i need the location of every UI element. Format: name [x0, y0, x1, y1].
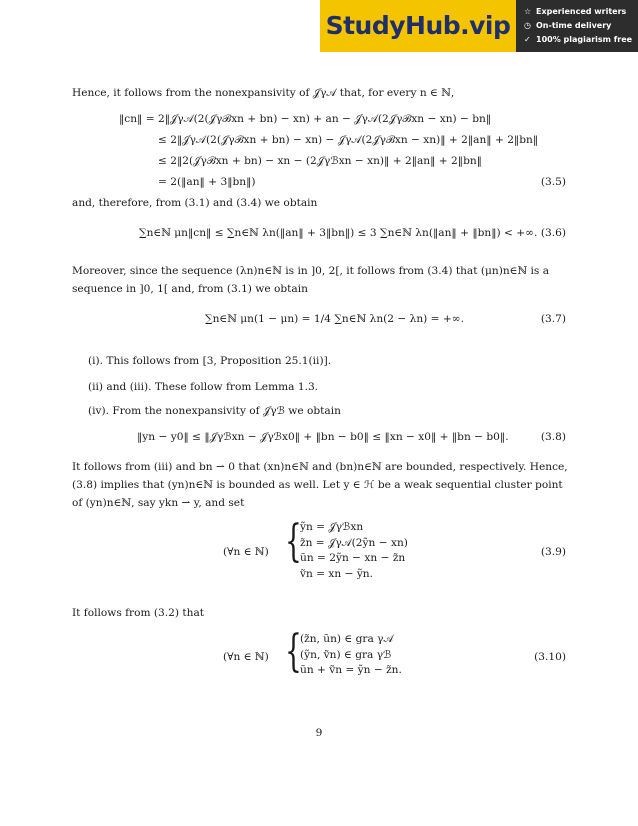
feature-item: ✓ 100% plagiarism free [524, 33, 632, 47]
equation-number: (3.9) [540, 546, 566, 558]
paragraph-follows: It follows from (3.2) that [72, 607, 205, 619]
feature-item: ☆ Experienced writers [524, 5, 632, 19]
equation-number: (3.10) [534, 651, 566, 663]
item-ii-iii: (ii) and (iii). These follow from Lemma 1.3. [88, 381, 319, 393]
paragraph-bounded-line-1: It follows from (iii) and bn ⇀ 0 that (xn)n∈ℕ and (bn)n∈ℕ are bounded, respectively. Hence, [72, 461, 568, 473]
left-brace: { [285, 516, 302, 567]
item-iv: (iv). From the nonexpansivity of 𝒥γℬ we obtain [88, 405, 341, 417]
equation-3-7: ∑n∈ℕ μn(1 − μn) = 1/4 ∑n∈ℕ λn(2 − λn) = +∞. [205, 313, 464, 325]
system-row: (z̃n, ũn) ∈ gra γ𝒜 [300, 633, 394, 645]
equation-number: (3.8) [540, 431, 566, 443]
equation-3-9-system [300, 520, 408, 582]
check-icon: ✓ [524, 35, 531, 44]
system-row: z̃n = 𝒥γ𝒜(2ỹn − xn) [300, 536, 408, 549]
equation-3-5-line-4: = 2(‖an‖ + 3‖bn‖) [158, 176, 256, 188]
paragraph-intro: Hence, it follows from the nonexpansivity of 𝒥γ𝒜 that, for every n ∈ ℕ, [72, 87, 455, 99]
equation-number: (3.6) [540, 227, 566, 239]
page-number: 9 [315, 727, 323, 739]
equation-3-9-quantifier: (∀n ∈ ℕ) [223, 546, 269, 558]
paragraph-bounded-line-2: (3.8) implies that (yn)n∈ℕ is bounded as well. Let y ∈ ℋ be a weak sequential cluster point [72, 479, 563, 491]
equation-3-8: ‖yn − y0‖ ≤ ‖𝒥γℬxn − 𝒥γℬx0‖ + ‖bn − b0‖ ≤ ‖xn − x0‖ + ‖bn − b0‖. [137, 431, 509, 443]
feature-list [524, 5, 632, 47]
studyhub-banner[interactable] [320, 0, 638, 52]
equation-3-5-line-3: ≤ 2‖2(𝒥γℬxn + bn) − xn − (2𝒥γℬxn − xn)‖ + 2‖an‖ + 2‖bn‖ [158, 155, 482, 167]
studyhub-logo[interactable]: StudyHub.vip [320, 0, 516, 52]
clock-icon: ◷ [524, 21, 531, 30]
feature-item: ◷ On-time delivery [524, 19, 632, 33]
item-i: (i). This follows from [3, Proposition 25.1(ii)]. [88, 355, 332, 367]
system-row: ũn + ṽn = ỹn − z̃n. [300, 664, 402, 676]
left-brace: { [285, 626, 302, 677]
paragraph-therefore: and, therefore, from (3.1) and (3.4) we obtain [72, 197, 318, 209]
system-row: ũn = 2ỹn − xn − z̃n [300, 552, 406, 564]
system-row: ṽn = xn − ỹn. [300, 567, 374, 580]
equation-3-10-quantifier: (∀n ∈ ℕ) [223, 651, 269, 663]
equation-3-10-system [300, 632, 402, 679]
equation-3-6: ∑n∈ℕ μn‖cn‖ ≤ ∑n∈ℕ λn(‖an‖ + 3‖bn‖) ≤ 3 ∑n∈ℕ λn(‖an‖ + ‖bn‖) < +∞. [139, 227, 538, 239]
paragraph-moreover-line-1: Moreover, since the sequence (λn)n∈ℕ is in ]0, 2[, it follows from (3.4) that (μn)n∈ℕ is a [72, 265, 550, 277]
equation-number: (3.5) [540, 176, 566, 188]
equation-3-5-line-2: ≤ 2‖𝒥γ𝒜(2(𝒥γℬxn + bn) − xn) − 𝒥γ𝒜(2𝒥γℬxn − xn)‖ + 2‖an‖ + 2‖bn‖ [158, 134, 539, 146]
equation-number: (3.7) [540, 313, 566, 325]
paragraph-moreover-line-2: sequence in ]0, 1[ and, from (3.1) we obtain [72, 283, 308, 295]
system-row: ỹn = 𝒥γℬxn [300, 521, 364, 533]
equation-3-5-line-1: ‖cn‖ = 2‖𝒥γ𝒜(2(𝒥γℬxn + bn) − xn) + an − 𝒥γ𝒜(2𝒥γℬxn − xn) − bn‖ [119, 113, 492, 125]
system-row: (ỹn, ṽn) ∈ gra γℬ [300, 648, 392, 661]
star-icon: ☆ [524, 7, 532, 16]
paragraph-bounded-line-3: of (yn)n∈ℕ, say ykn ⇀ y, and set [72, 497, 245, 509]
